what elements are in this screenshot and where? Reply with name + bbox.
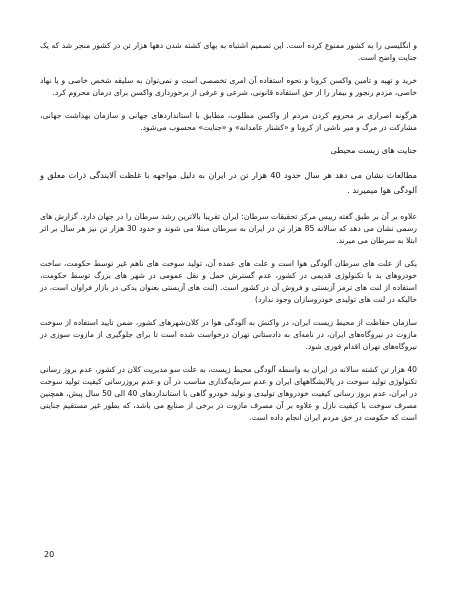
paragraph: و انگلیسی را به کشور ممنوع کرده است. این تصمیم اشتباه به بهای کشته شدن دهها هزار تن در کشور منجر شد که یک جنایت واضح است. bbox=[40, 41, 417, 62]
page-number: 20 bbox=[44, 550, 55, 559]
intro-paragraph: مطالعات نشان می دهد هر سال حدود 40 هزار تن در ایران به دلیل مواجهه با غلظت آلایندگی ذرات معلق و آلودگی هوا میمیرند . bbox=[40, 170, 418, 195]
paragraph: هرگونه اصراری بر محروم کردن مردم از واکسن مطلوب، مطابق با استانداردهای جهانی و سازمان بهداشت جهانی، مشارکت در مرگ و میر ناشی از کرونا و «کشتار عامدانه» و «جنایت» محسوب می‌شود. bbox=[40, 111, 417, 132]
paragraph: سازمان حفاظت از محیط زیست ایران، در واکنش به آلودگی هوا در کلان‌شهرهای کشور، ضمن تایید استفاده از سوخت مازوت در نیروگاه‌های ایران، در نامه‌ای به دادستانی تهران درخواست شده است تا برای جلوگیری از مازوت سوزی در نیروگاه‌های تهران اقدام فوری شود. bbox=[40, 318, 417, 351]
document-body bbox=[40, 40, 417, 435]
paragraph: خرید و تهیه و تامین واکسن کرونا و نحوه استفاده آن امری تخصصی است و نمی‌توان به سلیقه شخص خاصی و یا نهاد خاصی، مردم رنجور و بیمار را از حق استفاده قانونی، شرعی و عرفی از برخورداری واکسن برای درمان محروم کرد. bbox=[40, 76, 417, 97]
paragraph: 40 هزار تن کشته سالانه در ایران به واسطه آلودگی محیط زیست، به علت سو مدیریت کلان در کشور، عدم بروز رسانی تکنولوژی تولید سوخت در پالایشگاههای ایران و عدم سرمایه‌گذاری مناسب در آن و عدم بروزرسانی کیفیت تولید سوخت در ایران، عدم بروز رسانی کیفیت خودروهای تولیدی و تولید خودرو گاهی با استانداردهای 40 الی 50 سال پیش، همچنین مصرف سوخت با کیفیت نازل و علاوه بر آن مصرف مازوت در برخی از صنایع می باشد، که بطور غیر مستقیم جنایتی است که حکومت در حق مردم ایران انجام داده است. bbox=[40, 365, 417, 422]
paragraph: یکی از علت های سرطان آلودگی هوا است و علت های عمده آن، تولید سوخت های ناهم غیر توسط حکومت، ساخت خودروهای بد با تکنولوژی قدیمی در کشور، عدم گسترش حمل و نقل عمومی در شهر های بزرگ توسط حکومت، استفاده از لنت های ترمز آزبستی و فروش آن در کشور است. (لنت های آزبستی بعنوان یدکی در بازار فراوان است، در حالیکه در لنت های تولیدی خودروسازان وجود ندارد) bbox=[40, 259, 417, 304]
paragraph: علاوه بر آن بر طبق گفته رییس مرکز تحقیقات سرطان: ایران تقریبا بالاترین رشد سرطان را در جهان دارد. گزارش های رسمی نشان می دهد که سالانه 85 هزار تن در ایران به سرطان مبتلا می شوند و حدود 30 هزار تن نیز هر سال بر اثر ابتلا به سرطان می میرند. bbox=[40, 212, 417, 245]
section-heading: جنایت های زیست محیطی bbox=[330, 146, 417, 155]
